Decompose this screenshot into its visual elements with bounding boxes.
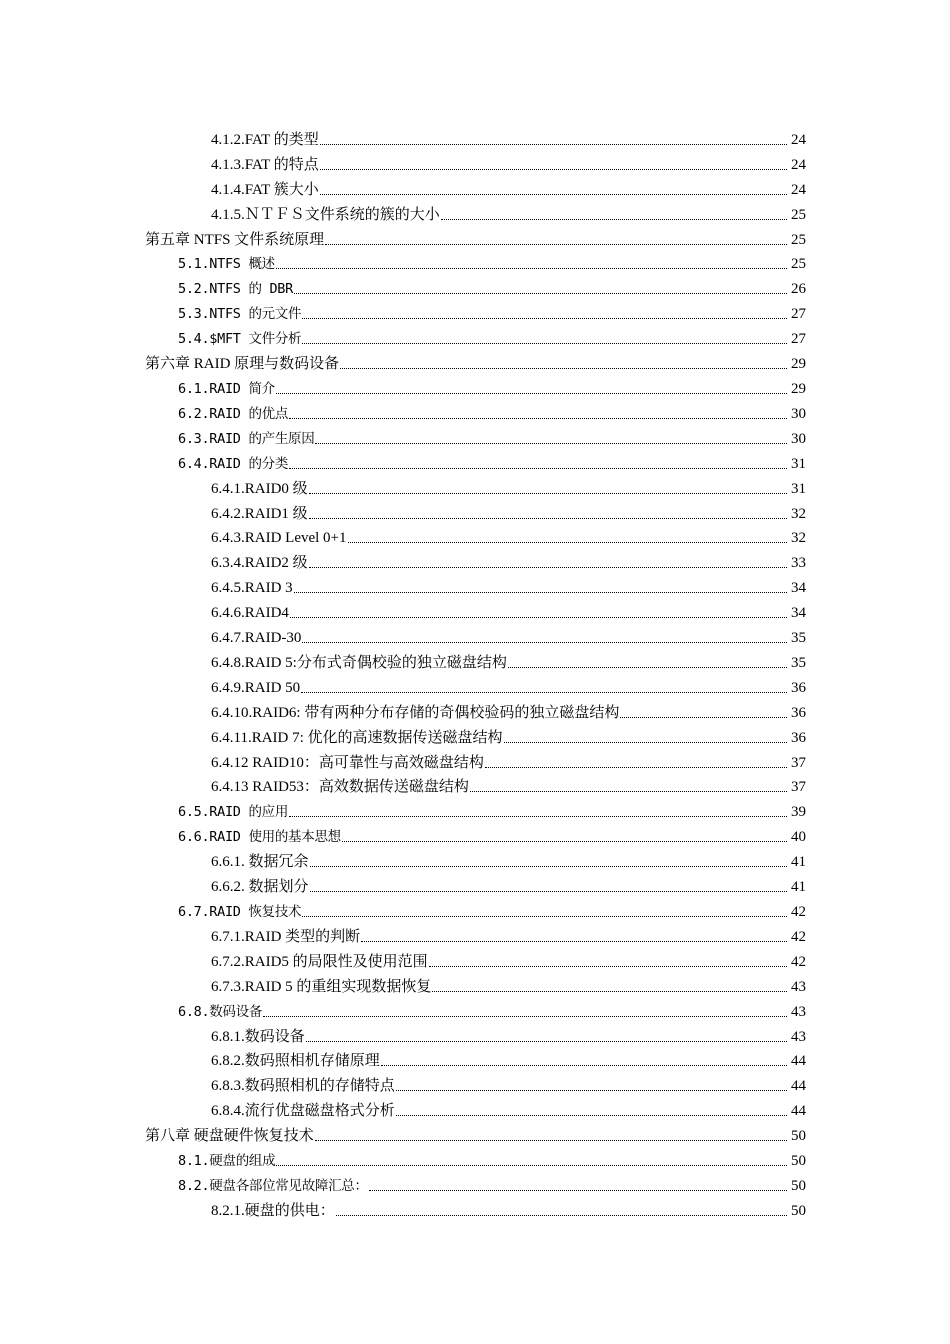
toc-entry-title: 第八章 硬盘硬件恢复技术 [145,1128,314,1145]
toc-entry[interactable] [0,448,806,473]
toc-entry-title: 6.4.10.RAID6: 带有两种分布存储的奇偶校验码的独立磁盘结构 [211,704,620,721]
toc-entry-page-number: 25 [791,231,806,248]
toc-entry-page-number: 27 [791,306,806,323]
dot-leader [620,717,787,718]
toc-entry-page-number: 37 [791,754,806,771]
toc-entry[interactable] [0,697,806,722]
dot-leader [320,169,787,170]
toc-entry[interactable] [0,896,806,921]
toc-entry-page-number: 27 [791,331,806,348]
toc-entry-title: 4.1.3.FAT 的特点 [211,156,319,173]
toc-entry[interactable] [0,821,806,846]
dot-leader [342,841,787,842]
toc-entry-title: 6.4.3.RAID Level 0+1 [211,530,347,547]
toc-entry-page-number: 30 [791,405,806,422]
dot-leader [294,592,787,593]
dot-leader [369,1190,787,1191]
toc-entry-title: 6.4.RAID 的分类 [178,455,289,472]
toc-entry[interactable] [0,1021,806,1046]
dot-leader [276,393,787,394]
toc-entry[interactable] [0,423,806,448]
dot-leader [263,1016,787,1017]
toc-entry-page-number: 32 [791,505,806,522]
dot-leader [302,916,787,917]
toc-entry-page-number: 50 [791,1128,806,1145]
toc-entry-page-number: 35 [791,630,806,647]
toc-entry-title: 5.2.NTFS 的 DBR [178,281,293,298]
toc-entry[interactable] [0,1095,806,1120]
toc-entry-page-number: 41 [791,854,806,871]
dot-leader [485,767,787,768]
dot-leader [289,468,787,469]
toc-entry[interactable] [0,1195,806,1220]
toc-entry-title: 8.2.1.硬盘的供电： [211,1202,335,1219]
dot-leader [315,1140,787,1141]
toc-entry-page-number: 42 [791,904,806,920]
toc-entry-page-number: 39 [791,804,806,821]
dot-leader [309,493,787,494]
dot-leader [396,1115,787,1116]
toc-entry[interactable] [0,1070,806,1095]
dot-leader [276,268,787,269]
toc-entry[interactable] [0,647,806,672]
dot-leader [348,542,787,543]
toc-entry[interactable] [0,174,806,199]
toc-entry-page-number: 43 [791,1003,806,1020]
toc-entry[interactable] [0,149,806,174]
toc-entry-title: 5.3.NTFS 的元文件 [178,306,302,323]
toc-entry-page-number: 34 [791,580,806,597]
dot-leader [289,816,787,817]
toc-entry[interactable] [0,473,806,498]
toc-entry-page-number: 42 [791,953,806,970]
toc-entry-title: 6.6.2. 数据划分 [211,879,309,896]
toc-entry[interactable] [0,672,806,697]
toc-entry[interactable] [0,1046,806,1071]
dot-leader [302,318,787,319]
toc-entry-title: 4.1.5.ＮＴＦＳ文件系统的簇的大小 [211,206,440,223]
dot-leader [504,742,787,743]
toc-entry-title: 6.8.数码设备 [178,1003,263,1020]
dot-leader [290,617,787,618]
toc-entry[interactable] [0,796,806,821]
toc-entry-title: 6.6.RAID 使用的基本思想 [178,829,341,846]
dot-leader [325,244,787,245]
toc-entry-title: 6.7.3.RAID 5 的重组实现数据恢复 [211,978,432,995]
toc-entry-title: 8.2.硬盘各部位常见故障汇总： [178,1177,368,1194]
toc-entry[interactable] [0,498,806,523]
toc-entry-title: 6.4.11.RAID 7: 优化的高速数据传送磁盘结构 [211,729,503,746]
toc-entry[interactable] [0,224,806,249]
toc-entry-page-number: 24 [791,181,806,198]
toc-entry-title: 6.4.2.RAID1 级 [211,505,308,522]
toc-entry-page-number: 43 [791,1028,806,1045]
toc-entry-title: 6.4.12 RAID10：高可靠性与高效磁盘结构 [211,754,484,771]
toc-entry-title: 4.1.4.FAT 簇大小 [211,181,319,198]
toc-entry-title: 4.1.2.FAT 的类型 [211,131,319,148]
toc-entry-page-number: 44 [791,1053,806,1070]
dot-leader [432,991,787,992]
toc-entry-page-number: 36 [791,679,806,696]
toc-entry[interactable] [0,622,806,647]
toc-entry-title: 6.1.RAID 简介 [178,380,275,397]
dot-leader [470,791,787,792]
table-of-contents [0,124,950,1220]
toc-entry-title: 6.5.RAID 的应用 [178,804,289,821]
toc-entry-page-number: 30 [791,430,806,447]
toc-entry-title: 6.4.8.RAID 5:分布式奇偶校验的独立磁盘结构 [211,654,507,671]
toc-entry[interactable] [0,124,806,149]
toc-entry-title: 6.4.5.RAID 3 [211,580,293,597]
toc-entry-page-number: 42 [791,928,806,945]
toc-entry-title: 6.4.13 RAID53：高效数据传送磁盘结构 [211,779,469,796]
dot-leader [396,1090,787,1091]
toc-entry[interactable] [0,572,806,597]
dot-leader [336,1215,787,1216]
toc-entry[interactable] [0,722,806,747]
toc-entry-title: 6.8.2.数码照相机存储原理 [211,1053,380,1070]
toc-entry-page-number: 50 [791,1202,806,1219]
dot-leader [320,144,787,145]
dot-leader [310,891,787,892]
toc-entry[interactable] [0,1170,806,1195]
toc-entry-page-number: 34 [791,605,806,622]
toc-entry[interactable] [0,1120,806,1145]
dot-leader [429,966,787,967]
toc-entry[interactable] [0,996,806,1021]
toc-entry-page-number: 35 [791,654,806,671]
dot-leader [302,642,787,643]
toc-entry-title: 6.4.7.RAID-30 [211,630,302,647]
dot-leader [289,418,787,419]
toc-entry[interactable] [0,348,806,373]
dot-leader [309,518,787,519]
toc-entry-page-number: 31 [791,480,806,497]
dot-leader [294,293,787,294]
toc-entry[interactable] [0,523,806,548]
toc-entry-page-number: 43 [791,978,806,995]
toc-entry-title: 6.6.1. 数据冗余 [211,854,309,871]
toc-entry-page-number: 44 [791,1103,806,1120]
toc-entry[interactable] [0,597,806,622]
toc-entry-title: 6.7.RAID 恢复技术 [178,904,302,920]
dot-leader [301,692,787,693]
toc-entry[interactable] [0,323,806,348]
toc-entry-page-number: 32 [791,530,806,547]
toc-entry-page-number: 31 [791,455,806,472]
dot-leader [310,866,787,867]
toc-entry-page-number: 44 [791,1078,806,1095]
toc-entry-page-number: 33 [791,555,806,572]
toc-entry[interactable] [0,398,806,423]
toc-entry[interactable] [0,971,806,996]
toc-entry[interactable] [0,298,806,323]
dot-leader [381,1065,787,1066]
toc-entry[interactable] [0,846,806,871]
toc-entry[interactable] [0,547,806,572]
toc-entry-page-number: 50 [791,1153,806,1170]
dot-leader [340,368,787,369]
toc-entry-page-number: 25 [791,206,806,223]
dot-leader [361,941,787,942]
dot-leader [320,194,787,195]
dot-leader [309,567,787,568]
toc-entry-page-number: 41 [791,879,806,896]
toc-entry-page-number: 25 [791,256,806,273]
toc-entry-title: 6.4.6.RAID4 [211,605,289,622]
toc-entry-title: 6.7.2.RAID5 的局限性及使用范围 [211,953,428,970]
toc-entry-page-number: 40 [791,829,806,846]
toc-entry-title: 6.4.9.RAID 50 [211,679,301,696]
toc-entry-title: 6.8.3.数码照相机的存储特点 [211,1078,395,1095]
toc-entry-title: 第五章 NTFS 文件系统原理 [145,231,325,248]
toc-entry-title: 6.8.4.流行优盘磁盘格式分析 [211,1103,395,1120]
dot-leader [302,343,787,344]
toc-entry[interactable] [0,249,806,274]
toc-entry-page-number: 24 [791,156,806,173]
toc-entry-title: 6.4.1.RAID0 级 [211,480,308,497]
dot-leader [276,1165,787,1166]
toc-entry-title: 6.7.1.RAID 类型的判断 [211,928,361,945]
toc-entry[interactable] [0,747,806,772]
toc-entry-title: 5.1.NTFS 概述 [178,256,275,273]
toc-entry[interactable] [0,273,806,298]
dot-leader [508,667,787,668]
toc-entry-page-number: 29 [791,356,806,373]
toc-entry-page-number: 37 [791,779,806,796]
toc-entry-title: 第六章 RAID 原理与数码设备 [145,356,340,373]
toc-entry-page-number: 24 [791,131,806,148]
toc-entry-page-number: 50 [791,1177,806,1194]
dot-leader [306,1041,787,1042]
toc-entry[interactable] [0,871,806,896]
toc-entry-title: 6.8.1.数码设备 [211,1028,305,1045]
toc-entry[interactable] [0,199,806,224]
toc-entry-page-number: 36 [791,729,806,746]
toc-entry-page-number: 36 [791,704,806,721]
dot-leader [441,219,787,220]
toc-entry-page-number: 26 [791,281,806,298]
toc-entry[interactable] [0,1145,806,1170]
toc-entry[interactable] [0,772,806,797]
toc-entry-title: 5.4.$MFT 文件分析 [178,331,302,348]
toc-entry-title: 6.3.RAID 的产生原因 [178,430,315,447]
toc-entry[interactable] [0,921,806,946]
toc-entry[interactable] [0,946,806,971]
dot-leader [315,443,787,444]
toc-entry-title: 6.2.RAID 的优点 [178,405,289,422]
toc-entry-title: 6.3.4.RAID2 级 [211,555,308,572]
toc-entry-page-number: 29 [791,380,806,397]
toc-entry-title: 8.1.硬盘的组成 [178,1153,276,1170]
toc-entry[interactable] [0,373,806,398]
